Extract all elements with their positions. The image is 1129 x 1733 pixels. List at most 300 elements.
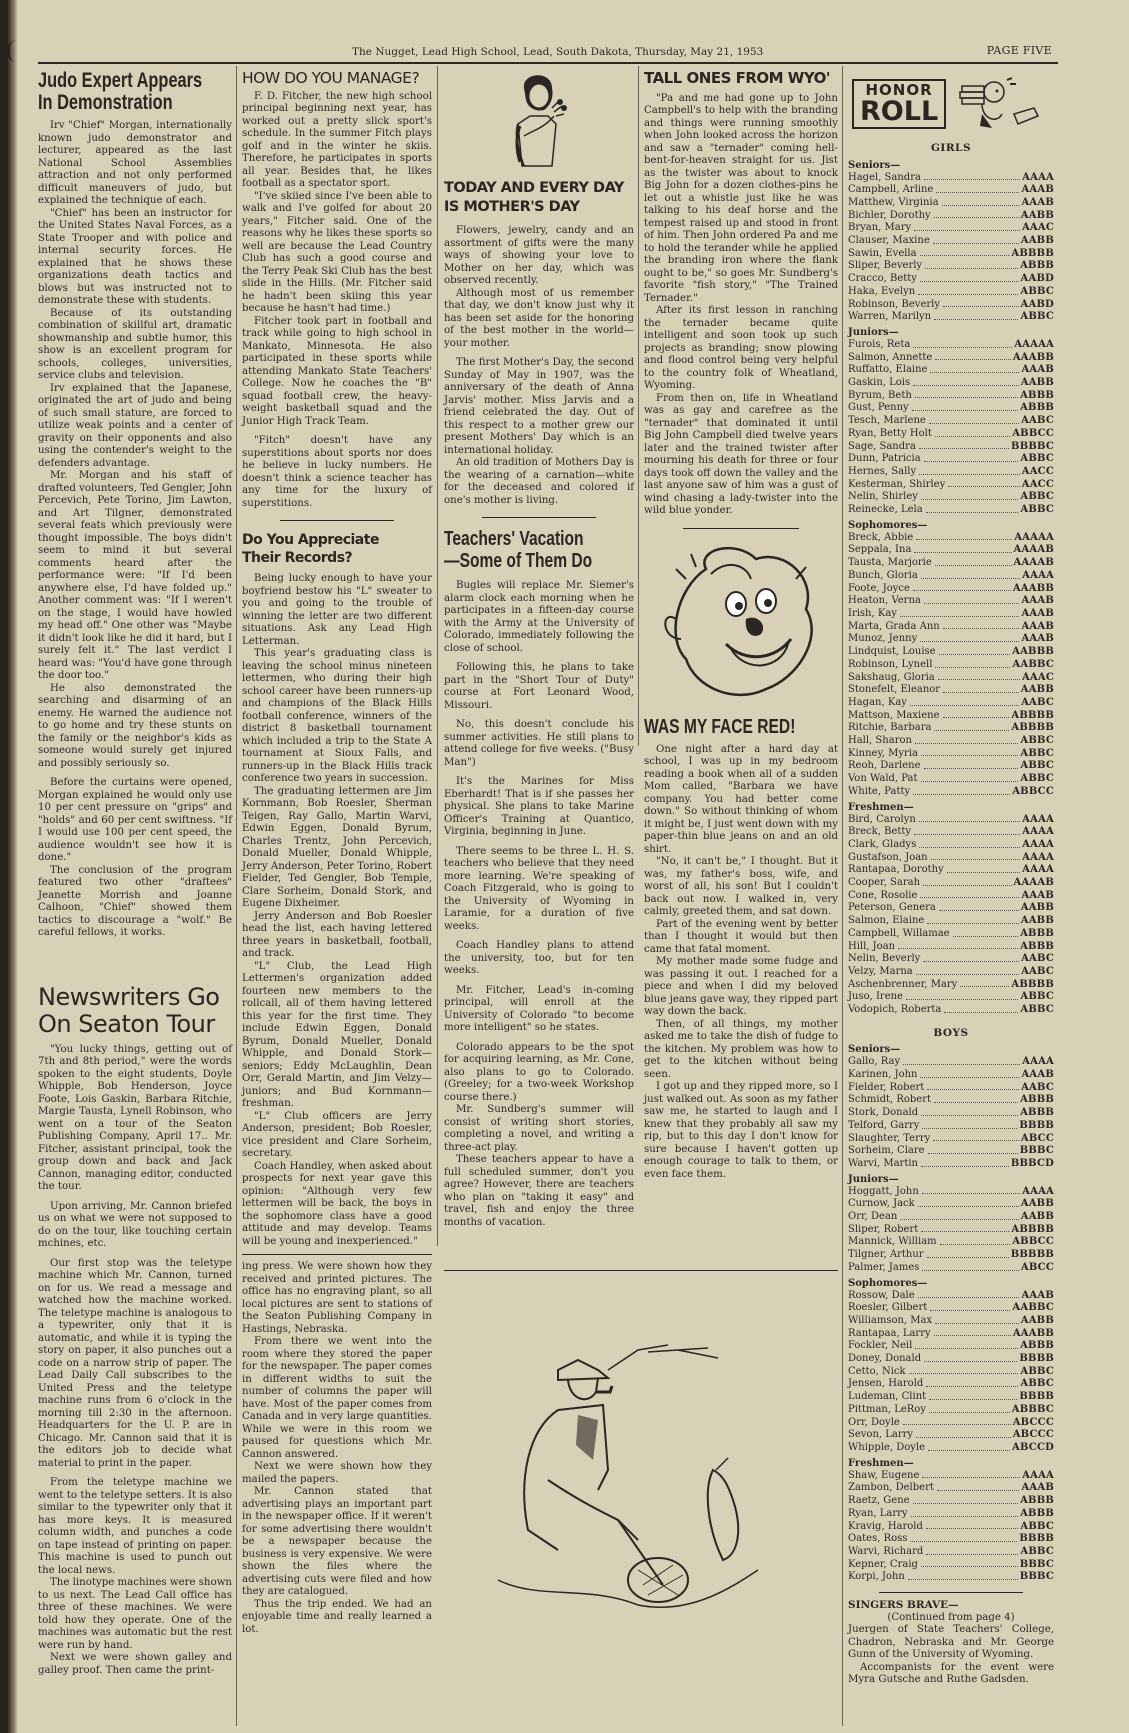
student-grades: AABBB bbox=[1012, 646, 1054, 658]
leader-dots bbox=[921, 491, 1018, 500]
student-name: Fielder, Robert bbox=[848, 1081, 925, 1093]
student-name: Warvi, Martin bbox=[848, 1157, 918, 1169]
leader-dots bbox=[930, 1302, 1010, 1311]
honor-roll-entry bbox=[848, 1571, 1054, 1584]
student-name: Orr, Dean bbox=[848, 1211, 898, 1223]
leader-dots bbox=[943, 684, 1019, 693]
honor-roll-entry bbox=[848, 339, 1054, 352]
student-grades: AAAAA bbox=[1014, 531, 1054, 543]
student-name: Nelin, Shirley bbox=[848, 491, 918, 503]
leader-dots bbox=[908, 1571, 1018, 1580]
honor-roll-entry bbox=[848, 1082, 1054, 1095]
student-grades: AABB bbox=[1020, 1211, 1054, 1223]
honor-roll-entry bbox=[848, 1482, 1054, 1495]
column-4 bbox=[644, 66, 838, 1181]
girls-heading: GIRLS bbox=[930, 142, 972, 154]
student-name: Robinson, Beverly bbox=[848, 298, 941, 310]
honor-roll-entry bbox=[848, 826, 1054, 839]
leader-dots bbox=[924, 453, 1019, 462]
paragraph: Being lucky enough to have your boyfriend bestow his "L" sweater to you and going to the trouble of winning the letter are two different situations. Ask any Lead High Letterman. bbox=[242, 573, 432, 647]
student-grades: AAAA bbox=[1022, 826, 1054, 838]
honor-roll-entry bbox=[848, 1391, 1054, 1404]
student-name: Gust, Penny bbox=[848, 402, 909, 414]
student-grades: ABBB bbox=[1020, 927, 1054, 939]
student-grades: AAAB bbox=[1021, 633, 1054, 645]
divider bbox=[482, 517, 596, 518]
page-curl bbox=[8, 40, 16, 62]
divider bbox=[444, 1270, 838, 1271]
paragraph: The first Mother's Day, the second Sunday of May in 1907, was the anniversary of the death of Anna Jarvis' mother. Miss Jarvis and a friend celebrated the day. Out of this respect to a mother grew our present Mothers' Day which is an international holiday. bbox=[444, 357, 634, 456]
honor-roll-entry bbox=[848, 1107, 1054, 1120]
student-name: Curnow, Jack bbox=[848, 1198, 915, 1210]
paragraph: There seems to be three L. H. S. teachers who believe that they need more learning. We're speaking of Coach Fitzgerald, who is going to the University of Wyoming in Laramie, for a duration of five weeks. bbox=[444, 845, 634, 932]
page-number: PAGE FIVE bbox=[986, 44, 1052, 57]
leader-dots bbox=[924, 760, 1019, 769]
leader-dots bbox=[919, 466, 1020, 475]
leader-dots bbox=[926, 504, 1019, 513]
student-name: Salmon, Annette bbox=[848, 351, 933, 363]
paragraph: Mr. Morgan and his staff of drafted volunteers, Ted Gengler, John Percevich, Pete Torino, Jim Lawton, and Art Tilgner, demonstrated several feats which previously were thought impossible. The boys didn't seem to mind it but several comments heard after the performance were: "If I'd been anywhere else, I'd have folded up." Another comment was: "If I weren't on the stage, I would have howled my head off." One other was "Maybe it didn't look like he did it hard, but I surely felt it." The last verdict I heard was: "You'd have gone through the door too." bbox=[38, 470, 233, 682]
leader-dots bbox=[919, 814, 1020, 823]
student-grades: ABCCD bbox=[1012, 1441, 1054, 1453]
leader-dots bbox=[939, 646, 1011, 655]
honor-roll-entry bbox=[848, 1328, 1054, 1341]
honor-roll-entry bbox=[848, 1158, 1054, 1171]
student-grades: AABB bbox=[1020, 902, 1054, 914]
headline: WAS MY FACE RED! bbox=[644, 715, 796, 738]
leader-dots bbox=[924, 172, 1020, 181]
leader-dots bbox=[913, 339, 1012, 348]
honor-roll-entry bbox=[848, 735, 1054, 748]
student-grades: AAAA bbox=[1022, 864, 1054, 876]
student-name: Breck, Abbie bbox=[848, 531, 914, 543]
student-name: Raetz, Gene bbox=[848, 1495, 910, 1507]
honor-roll-entry bbox=[848, 1429, 1054, 1442]
honor-roll-entry bbox=[848, 595, 1054, 608]
leader-dots bbox=[943, 299, 1019, 308]
leader-dots bbox=[939, 902, 1019, 911]
honor-roll-entry bbox=[848, 390, 1054, 403]
student-grades: ABBC bbox=[1020, 773, 1054, 785]
honor-roll-entry bbox=[848, 1290, 1054, 1303]
student-grades: ABBB bbox=[1020, 1507, 1054, 1519]
honor-roll-entry bbox=[848, 1353, 1054, 1366]
student-grades: AABC bbox=[1021, 953, 1054, 965]
student-grades: AAAA bbox=[1022, 851, 1054, 863]
student-grades: ABBC bbox=[1020, 735, 1054, 747]
honor-roll-entry bbox=[848, 915, 1054, 928]
student-grades: AAAAB bbox=[1013, 544, 1054, 556]
student-grades: AAAB bbox=[1021, 1482, 1054, 1494]
student-name: Haka, Evelyn bbox=[848, 285, 916, 297]
student-grades: AABB bbox=[1020, 915, 1054, 927]
leader-dots bbox=[910, 1533, 1017, 1542]
student-grades: AACC bbox=[1021, 465, 1054, 477]
student-grades: AAAA bbox=[1022, 1185, 1054, 1197]
paragraph: Accompanists for the event were Myra Gutsche and Ruthe Gadsden. bbox=[848, 1661, 1054, 1686]
student-name: Aschenbrenner, Mary bbox=[848, 978, 958, 990]
student-name: Clark, Gladys bbox=[848, 838, 917, 850]
paragraph: Next we were shown how they mailed the papers. bbox=[242, 1461, 432, 1485]
honor-roll-entry bbox=[848, 697, 1054, 710]
student-grades: AAAB bbox=[1021, 1289, 1054, 1301]
honor-roll-entry bbox=[848, 1145, 1054, 1158]
paragraph: Upon arriving, Mr. Cannon briefed us on what we were not supposed to do on the tour, like touching certain mchines, etc. bbox=[38, 1200, 232, 1250]
student-name: Sawin, Evella bbox=[848, 247, 917, 259]
leader-dots bbox=[921, 773, 1019, 782]
paragraph: "L" Club officers are Jerry Anderson, president; Bob Roesler, vice president and Clare Sorheim, secretary. bbox=[242, 1110, 432, 1159]
leader-dots bbox=[913, 1495, 1019, 1504]
student-grades: ABBB bbox=[1020, 260, 1054, 272]
student-name: Gaskin, Lois bbox=[848, 377, 911, 389]
student-name: Whipple, Doyle bbox=[848, 1441, 925, 1453]
honor-roll-entry bbox=[848, 760, 1054, 773]
student-grades: BBBB bbox=[1019, 1119, 1054, 1131]
honor-roll-entry bbox=[848, 453, 1054, 466]
paragraph: Next we were shown galley and galley proof. Then came the print- bbox=[38, 1652, 232, 1676]
embarrassed-face-icon bbox=[656, 539, 826, 709]
student-name: Cone, Rosolie bbox=[848, 889, 918, 901]
leader-dots bbox=[926, 1521, 1018, 1530]
student-name: Orr, Doyle bbox=[848, 1416, 900, 1428]
honor-roll-entry bbox=[848, 864, 1054, 877]
leader-dots bbox=[943, 710, 1010, 719]
leader-dots bbox=[920, 248, 1010, 257]
leader-dots bbox=[906, 991, 1018, 1000]
student-grades: AABC bbox=[1021, 1081, 1054, 1093]
leader-dots bbox=[926, 1378, 1018, 1387]
student-grades: ABBBB bbox=[1011, 978, 1054, 990]
leader-dots bbox=[903, 1417, 1011, 1426]
paragraph: Fitcher took part in football and track while going to high school in Mankato, Minnesota. He also participated in these sports while attending Mankato State Teachers' College. Now he coaches the "B" squad football crew, the heavy-weight basketball squad and the Junior High Track Team. bbox=[242, 315, 432, 427]
student-name: Bird, Carolyn bbox=[848, 813, 916, 825]
class-year-label: Seniors— bbox=[848, 159, 901, 171]
student-name: Matthew, Virginia bbox=[848, 196, 939, 208]
student-grades: AAAA bbox=[1022, 1469, 1054, 1481]
leader-dots bbox=[920, 633, 1019, 642]
paragraph: Irv "Chief" Morgan, internationally known judo demonstrator and lecturer, appeared as the last National School Assemblies attraction and not only performed difficult maneuvers of judo, but explained the technique of each. bbox=[38, 120, 232, 207]
honor-roll-entry bbox=[848, 1533, 1054, 1546]
student-name: Sevon, Larry bbox=[848, 1429, 914, 1441]
paragraph: Flowers, jewelry, candy and an assortment of gifts were the many ways of showing your love to Mother on her day, which was observed recently. bbox=[444, 225, 634, 286]
leader-dots bbox=[898, 941, 1018, 950]
student-grades: ABBC bbox=[1020, 991, 1054, 1003]
paragraph: I got up and they ripped more, so I just walked out. As soon as my father saw me, he started to laugh and I knew that they probably all saw my rip, but to this day I don't know for sure because I haven't gotten up enough courage to talk to them, or even face them. bbox=[644, 1081, 838, 1180]
student-name: Peterson, Genera bbox=[848, 902, 936, 914]
headline: Newswriters Go On Seaton Tour bbox=[38, 982, 220, 1038]
student-name: Kepner, Craig bbox=[848, 1558, 918, 1570]
leader-dots bbox=[923, 953, 1019, 962]
leader-dots bbox=[942, 197, 1020, 206]
student-grades: AAAA bbox=[1022, 838, 1054, 850]
student-name: Schmidt, Robert bbox=[848, 1094, 932, 1106]
student-grades: ABBC bbox=[1020, 1520, 1054, 1532]
student-name: Irish, Kay bbox=[848, 608, 897, 619]
boys-heading: BOYS bbox=[933, 1026, 969, 1039]
student-grades: AAABB bbox=[1012, 1327, 1054, 1339]
honor-roll-entry bbox=[848, 1366, 1054, 1379]
leader-dots bbox=[934, 311, 1018, 320]
student-grades: ABBC bbox=[1020, 1545, 1054, 1557]
student-grades: BBBCD bbox=[1010, 1157, 1054, 1169]
student-name: Foote, Joyce bbox=[848, 582, 910, 594]
honor-roll-entry bbox=[848, 877, 1054, 890]
honor-roll-entry bbox=[848, 570, 1054, 583]
honor-roll-entry bbox=[848, 286, 1054, 299]
honor-roll-entry bbox=[848, 1340, 1054, 1353]
honor-roll-entry bbox=[848, 621, 1054, 634]
student-name: Hill, Joan bbox=[848, 940, 896, 952]
student-grades: AACC bbox=[1021, 478, 1054, 490]
leader-dots bbox=[924, 1353, 1017, 1362]
honor-roll-entry bbox=[848, 415, 1054, 428]
leader-dots bbox=[913, 583, 1011, 592]
student-grades: BBBC bbox=[1019, 1558, 1054, 1570]
paragraph: Mr. Sundberg's summer will consist of writing short stories, completing a novel, and writing a three-act play. bbox=[444, 1104, 634, 1153]
leader-dots bbox=[903, 1056, 1020, 1065]
running-student-books-icon bbox=[952, 74, 1042, 134]
leader-dots bbox=[916, 1429, 1011, 1438]
honor-roll-entry bbox=[848, 684, 1054, 697]
student-grades: ABBB bbox=[1020, 402, 1054, 414]
leader-dots bbox=[914, 826, 1020, 835]
student-name: Nelin, Beverly bbox=[848, 953, 921, 965]
honor-roll-entry bbox=[848, 210, 1054, 223]
leader-dots bbox=[920, 273, 1019, 282]
student-grades: AABC bbox=[1021, 696, 1054, 708]
honor-roll-entry bbox=[848, 991, 1054, 1004]
paragraph: This year's graduating class is leaving the school minus nineteen lettermen, who during their high school career have been runners-up and champions of the Black Hills football conference, winners of the district 8 basketball tournament which included a trip to the State A tournament at Sioux Falls, and runners-up in the Black Hills track conference two years in succession. bbox=[242, 648, 432, 784]
headline: TODAY AND EVERY DAY IS MOTHER'S DAY bbox=[444, 180, 624, 215]
paragraph: F. D. Fitcher, the new high school principal beginning next year, has worked out a pretty slick sport's schedule. In the summer Fitch plays golf and in the winter he skiis. Therefore, he participates in sports all year. Besides that, he likes football as a spectator sport. bbox=[242, 90, 432, 189]
student-name: Lindquist, Louise bbox=[848, 646, 936, 658]
student-grades: ABBBB bbox=[1011, 247, 1054, 259]
student-grades: ABBBB bbox=[1011, 722, 1054, 734]
leader-dots bbox=[921, 748, 1018, 757]
paragraph: Then, of all things, my mother asked me to take the dish of fudge to the kitchen. My problem was how to get to the kitchen without being seen. bbox=[644, 1018, 838, 1080]
honor-roll-entry bbox=[848, 428, 1054, 441]
student-name: Velzy, Marna bbox=[848, 965, 913, 977]
student-name: Telford, Garry bbox=[848, 1119, 920, 1131]
student-name: Kinney, Myria bbox=[848, 747, 918, 759]
leader-dots bbox=[930, 364, 1019, 373]
student-name: Von Wald, Pat bbox=[848, 773, 918, 785]
article-singers-brave bbox=[848, 1599, 1054, 1687]
honor-roll-entry bbox=[848, 608, 1054, 621]
paragraph: Coach Handley plans to attend the university, too, but for ten weeks. bbox=[444, 940, 634, 976]
article-tall-ones bbox=[644, 69, 838, 518]
student-grades: ABBBB bbox=[1011, 709, 1054, 721]
paragraph: The graduating lettermen are Jim Kornmann, Bob Roesler, Sherman Teigen, Ray Gallo, Martin Warvi, Edwin Eggen, Donald Byrum, Charles Trentz, John Percevich, Donald Mueller, Donald Whipple, Jerry Anderson, Peter Torino, Robert Fielder, Ted Gengler, Bob Temple, Clare Sorheim, Donald Stork, and Eugene Dixheimer. bbox=[242, 785, 432, 909]
student-name: Cracco, Betty bbox=[848, 273, 917, 285]
class-year-label: Seniors— bbox=[848, 1044, 901, 1056]
honor-roll-entry bbox=[848, 902, 1054, 915]
student-grades: AAAB bbox=[1021, 608, 1054, 619]
paragraph: He also demonstrated the searching and disarming of an enemy. He warned the audience not to go home and try these stunts on the family or the neighbor's kids as someone would surely get injured and possibly seriously so. bbox=[38, 682, 232, 769]
paragraph: Colorado appears to be the spot for acquiring learning, as Mr. Cone, also plans to go to Colorado. (Greeley; for a two-week Workshop course there.) bbox=[444, 1041, 634, 1103]
column-divider bbox=[236, 66, 237, 1726]
leader-dots bbox=[933, 235, 1019, 244]
boys-list bbox=[848, 1043, 1054, 1584]
masthead-dateline: The Nugget, Lead High School, Lead, South Dakota, Thursday, May 21, 1953 bbox=[352, 46, 764, 58]
paragraph: Jerry Anderson and Bob Roesler head the list, each having lettered three years in basketball, football, and track. bbox=[242, 910, 432, 959]
leader-dots bbox=[935, 428, 1010, 437]
leader-dots bbox=[947, 864, 1020, 873]
honor-roll-entry bbox=[848, 1442, 1054, 1455]
student-grades: AAAB bbox=[1021, 1069, 1054, 1080]
student-grades: AABB bbox=[1020, 209, 1054, 221]
student-name: Pittman, LeRoy bbox=[848, 1403, 926, 1415]
honor-roll-entry bbox=[848, 184, 1054, 197]
column-divider bbox=[842, 66, 843, 1726]
leader-dots bbox=[931, 852, 1021, 861]
article-face-red bbox=[644, 717, 838, 1182]
paragraph: My mother made some fudge and was passing it out. I reached for a piece and when I did my beloved blue jeans gave way, they ripped part way down the back. bbox=[644, 956, 838, 1017]
paragraph: Thus the trip ended. We had an enjoyable time and really learned a lot. bbox=[242, 1598, 432, 1635]
article-records bbox=[242, 531, 432, 1248]
student-grades: AABD bbox=[1020, 273, 1054, 285]
student-grades: ABBB bbox=[1020, 940, 1054, 952]
student-grades: AAAC bbox=[1021, 671, 1054, 683]
leader-dots bbox=[948, 479, 1020, 488]
paragraph: One night after a hard day at school, I was up in my bedroom reading a book when all of a sudden Mom called, "Barbara we have company. You had better come down." So without thinking of whom it might be, I just went down with my paper-thin blue jeans on and an old shirt. bbox=[644, 743, 838, 855]
student-name: Tilgner, Arthur bbox=[848, 1249, 924, 1261]
student-name: Marta, Grada Ann bbox=[848, 620, 940, 632]
student-name: Jensen, Harold bbox=[848, 1378, 924, 1390]
student-name: Seppala, Ina bbox=[848, 544, 912, 556]
class-year-label: Sophomores— bbox=[848, 1277, 928, 1289]
paragraph: ing press. We were shown how they received and printed pictures. The office has no engraving plant, so all local pictures are sent to stations of the Seaton Publishing Company in Hastings, Nebraska. bbox=[242, 1261, 432, 1335]
student-name: Clauser, Maxine bbox=[848, 235, 930, 247]
paragraph: Following this, he plans to take part in the "Short Tour of Duty" course at Fort Leonard Wood, Missouri. bbox=[444, 662, 634, 711]
leader-dots bbox=[915, 735, 1018, 744]
student-grades: AAAA bbox=[1022, 569, 1054, 581]
column-2 bbox=[242, 66, 432, 1725]
honor-roll-entry bbox=[848, 1262, 1054, 1275]
student-grades: AABC bbox=[1021, 415, 1054, 427]
paragraph: From there we went into the room where they stored the paper for the newspaper. The paper comes in different widths to suit the number of columns the paper will have. Most of the paper comes from Canada and in very large quantities. While we were in this room we paused for questions which Mr. Cannon answered. bbox=[242, 1336, 432, 1460]
student-grades: AABB bbox=[1020, 377, 1054, 389]
class-year-label: Juniors— bbox=[848, 326, 899, 338]
student-name: Kravig, Harold bbox=[848, 1520, 923, 1532]
honor-roll-entry bbox=[848, 222, 1054, 235]
honor-roll-entry bbox=[848, 1378, 1054, 1391]
leader-dots bbox=[935, 659, 1010, 668]
student-grades: ABCC bbox=[1020, 1132, 1054, 1144]
student-grades: ABCC bbox=[1020, 1261, 1054, 1273]
honor-roll-entry bbox=[848, 466, 1054, 479]
divider bbox=[879, 1592, 1023, 1593]
honor-roll-entry bbox=[848, 1417, 1054, 1430]
student-grades: ABBCC bbox=[1012, 1236, 1054, 1248]
student-grades: AAAA bbox=[1022, 171, 1054, 183]
leader-dots bbox=[923, 877, 1011, 886]
student-name: Shaw, Eugene bbox=[848, 1469, 920, 1481]
leader-dots bbox=[921, 570, 1020, 579]
divider bbox=[683, 528, 799, 529]
leader-dots bbox=[935, 557, 1012, 566]
student-name: Sliper, Beverly bbox=[848, 260, 923, 272]
student-name: Byrum, Beth bbox=[848, 389, 912, 401]
leader-dots bbox=[914, 222, 1020, 231]
leader-dots bbox=[918, 1290, 1020, 1299]
headline: Teachers' Vacation —Some of Them Do bbox=[444, 528, 593, 572]
honor-roll-entry bbox=[848, 710, 1054, 723]
paragraph: Part of the evening went by better than I thought it would but then came that fatal moment. bbox=[644, 918, 838, 955]
honor-roll-entry bbox=[848, 1198, 1054, 1211]
student-name: Oates, Ross bbox=[848, 1533, 908, 1545]
leader-dots bbox=[927, 1082, 1019, 1091]
honor-roll-entry bbox=[848, 532, 1054, 545]
student-name: Salmon, Elaine bbox=[848, 915, 925, 927]
paragraph: "Pa and me had gone up to John Campbell's to help with the branding and things were running smoothly when John looked across the horizon and saw a "ternader" coming hell-bent-for-heaven straight for us. Jist as the twister was about to knock Big John for a dozen clothes-pins he let out a whistle just like he was talking to his deaf horse and the tempest raised up and stood in front of him. Then John ordered Pa and me to hold the terander while he applied the branding iron where the flank ought to be," so goes Mr. Sundberg's favorite "fish story," "The Trained Ternader." bbox=[644, 92, 838, 304]
student-grades: ABBBC bbox=[1011, 1403, 1054, 1415]
leader-dots bbox=[919, 839, 1020, 848]
honor-roll-entry bbox=[848, 377, 1054, 390]
honor-roll-entry bbox=[848, 1224, 1054, 1237]
leader-dots bbox=[935, 1315, 1019, 1324]
leader-dots bbox=[913, 377, 1019, 386]
column-1 bbox=[38, 66, 232, 1725]
student-grades: ABBB bbox=[1020, 389, 1054, 401]
student-name: Vodopich, Roberta bbox=[848, 1004, 942, 1016]
student-name: Stork, Donald bbox=[848, 1107, 919, 1119]
student-name: Bryan, Mary bbox=[848, 222, 912, 234]
student-grades: AAAB bbox=[1021, 196, 1054, 208]
class-year-label: Sophomores— bbox=[848, 519, 928, 531]
honor-roll-entry bbox=[848, 311, 1054, 324]
paragraph: "Chief" has been an instructor for the United States Naval Forces, as a State Trooper and with police and internal security forces. He explained that he shows these organizations death tactics and blows but was instructed not to demonstrate these with students. bbox=[38, 207, 232, 307]
leader-dots bbox=[926, 1546, 1018, 1555]
student-grades: ABCCC bbox=[1012, 1416, 1054, 1428]
leader-dots bbox=[929, 415, 1019, 424]
student-name: Sorheim, Clare bbox=[848, 1145, 925, 1157]
student-grades: ABBC bbox=[1020, 504, 1054, 516]
leader-dots bbox=[940, 1236, 1011, 1245]
honor-roll-entry bbox=[848, 441, 1054, 454]
leader-dots bbox=[920, 890, 1019, 899]
paragraph: These teachers appear to have a full scheduled summer, don't you agree? However, there are teachers who plan on "taking it easy" and travel, fish and enjoy the three months of vacation. bbox=[444, 1154, 634, 1228]
paragraph: An old tradition of Mothers Day is the wearing of a carnation—white for the deceased and colored if one's mother is living. bbox=[444, 457, 634, 506]
leader-dots bbox=[934, 210, 1019, 219]
article-teachers-vacation bbox=[444, 528, 634, 1229]
headline: Judo Expert Appears In Demonstration bbox=[38, 69, 203, 115]
student-name: Tausta, Marjorie bbox=[848, 557, 932, 569]
paragraph: From then on, life in Wheatland was as gay and carefree as the "ternader" that dominated it until Big John Campbell died twelve years later and the trained twister after mourning his death for three or four days took off down the valley and the last anyone saw of him was a gust of wind chasing a lady-twister into the wild blue yonder. bbox=[644, 392, 838, 516]
paragraph: "Fitch" doesn't have any superstitions about sports nor does he believe in lucky numbers. He doesn't think a science teacher has any time for the luxury of superstitions. bbox=[242, 435, 432, 509]
honor-roll-entry bbox=[848, 1133, 1054, 1146]
leader-dots bbox=[943, 621, 1020, 630]
leader-dots bbox=[938, 672, 1020, 681]
leader-dots bbox=[921, 1107, 1018, 1116]
column-3 bbox=[444, 66, 634, 1229]
honor-roll-entry bbox=[848, 557, 1054, 570]
student-name: Kesterman, Shirley bbox=[848, 478, 946, 490]
student-grades: ABBBB bbox=[1011, 1223, 1054, 1235]
leader-dots bbox=[928, 1145, 1018, 1154]
student-name: Rantapaa, Larry bbox=[848, 1327, 931, 1339]
leader-dots bbox=[922, 1262, 1018, 1271]
honor-roll-entry bbox=[848, 1249, 1054, 1262]
leader-dots bbox=[900, 1211, 1018, 1220]
honor-roll-entry bbox=[848, 1094, 1054, 1107]
student-grades: BBBB bbox=[1019, 1533, 1054, 1545]
paragraph: "No, it can't be," I thought. But it was, my father's boss, wife, and worst of all, his son! But I couldn't back out now. I walked in, very calmly, greeted them, and sat down. bbox=[644, 856, 838, 917]
paragraph: Coach Handley, when asked about prospects for next year gave this opinion: "Although very few lettermen will be back, the boys in the sophomore class have a good attitude and may develop. Teams will be young and inexperienced." bbox=[242, 1160, 432, 1247]
leader-dots bbox=[913, 786, 1010, 795]
student-name: White, Patty bbox=[848, 785, 911, 797]
leader-dots bbox=[916, 966, 1019, 975]
